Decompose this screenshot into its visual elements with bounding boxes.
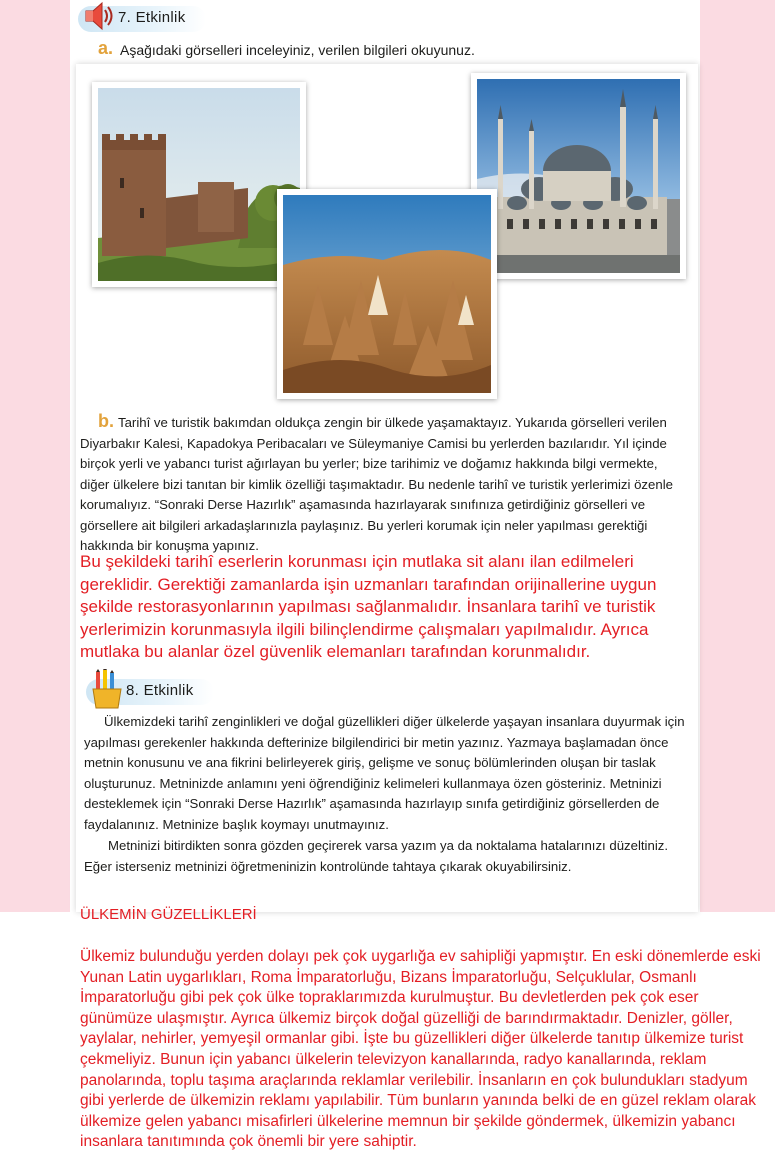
photo-cappadocia-fairy-chimneys <box>277 189 497 399</box>
activity-7a-prompt <box>98 38 475 58</box>
item-letter-b: b. <box>98 411 114 431</box>
activity-8-paragraph-2: Metninizi bitirdikten sonra gözden geçirerek varsa yazım ya da noktalama hatalarınızı düzeltiniz. Eğer isterseniz metninizi öğretmeninizin kontrolünde tahtaya çıkarak okuyabilirsiniz. <box>84 838 669 874</box>
activity-8-header <box>86 673 226 707</box>
activity-7a-prompt-text: Aşağıdaki görselleri inceleyiniz, verilen bilgileri okuyunuz. <box>120 42 475 58</box>
activity-7-header <box>78 0 218 34</box>
activity-7-title: 7. Etkinlik <box>118 8 186 26</box>
speaker-icon <box>82 0 114 32</box>
photo-diyarbakir-fortress <box>92 82 306 287</box>
essay-title: ÜLKEMİN GÜZELLİKLERİ <box>80 906 257 923</box>
activity-7b-text-block <box>80 411 684 557</box>
essay-text: Ülkemiz bulunduğu yerden dolayı pek çok uygarlığa ev sahipliği yapmıştır. En eski dönemlerde eski Yunan Latin uygarlıkları, Roma İmparatorluğu, Bizans İmparatorluğu, Selçuklular, Osmanlı İmparatorluğu gibi pek çok ülke topraklarımızda kurulmuştur. Bu devletlerden pek çok eser günümüze ulaşmıştır. Ayrıca ülkemiz birçok doğal güzelliği de barındırmaktadır. Denizler, göller, yaylalar, nehirler, yemyeşil ormanlar gibi. İşte bu güzellikleri diğer ülkelerde tanıtıp ülkemize turist çekmeliyiz. Bunun için yabancı ülkelerin televizyon kanallarında, radyo kanallarında, reklam panolarında, toplu taşıma araçlarında reklamlar verilebilir. İnsanların en çok bulundukları stadyum gibi yerlerde de ülkemizin reklamı yapılabilir. Tüm bunların yanında belki de en güzel reklam olarak ülkemize gelen yabancı misafirleri ülkelerine memnun bir şekilde göndermek, ülkemizin yabancı insanlara tanıtımında çok önemli bir yere sahiptir. <box>80 948 761 1151</box>
activity-7b-text: Tarihî ve turistik bakımdan oldukça zengin bir ülkede yaşamaktayız. Yukarıda görselleri verilen Diyarbakır Kalesi, Kapadokya Peribacaları ve Süleymaniye Camisi bu yerlerden bazılarıdır. Yıl içinde birçok yerli ve yabancı turist ağırlayan bu yerler; bize tarihimiz ve doğamız hakkında bilgi vermekte, diğer ülkelere bizi tanıtan bir kimlik özelliği taşımaktadır. Bu nedenle tarihî ve turistik yerlerimizi özenle korumalıyız. “Sonraki Derse Hazırlık” aşamasında hazırlayarak sınıfınıza getirdiğiniz görselleri ve görsellere ait bilgileri arkadaşlarınızla paylaşınız. Bu yerleri korumak için neler yapılması gerektiği hakkında bir konuşma yapınız. <box>80 415 673 553</box>
item-letter-a: a. <box>98 38 114 58</box>
activity-8-paragraph-1: Ülkemizdeki tarihî zenginlikleri ve doğal güzellikleri diğer ülkelerde yaşayan insanlara duyurmak için yapılması gerekenler hakkında defterinize bilgilendirici bir metin yazınız. Yazmaya başlamadan önce metnin konusunu ve ana fikrini belirleyerek giriş, gelişme ve sonuç bölümlerinden oluşan bir taslak oluşturunuz. Metninizde anlamını yeni öğrendiğiniz kelimeleri kullanmaya özen gösteriniz. Metninizi desteklemek için “Sonraki Derse Hazırlık” aşamasında hazırlayıp sınıfa getirdiğiniz görsellerden de faydalanınız. Metninize başlık koymayı unutmayınız. <box>84 714 685 832</box>
activity-8-title: 8. Etkinlik <box>126 681 194 699</box>
photo-suleymaniye-mosque <box>471 73 686 279</box>
pencil-cup-icon <box>90 669 124 709</box>
activity-7b-answer: Bu şekildeki tarihî eserlerin korunması için mutlaka sit alanı ilan edilmeleri gereklidir. Gerektiği zamanlarda işin uzmanları tarafından orijinallerine uygun şekilde restorasyonlarının yapılması sağlanmalıdır. İnsanlara tarihî ve turistik yerlerimizin korunmasıyla ilgili bilinçlendirme çalışmaları yapılmalıdır. Ayrıca mutlaka bu alanlar özel güvenlik elemanları tarafından korunmalıdır. <box>80 552 657 661</box>
